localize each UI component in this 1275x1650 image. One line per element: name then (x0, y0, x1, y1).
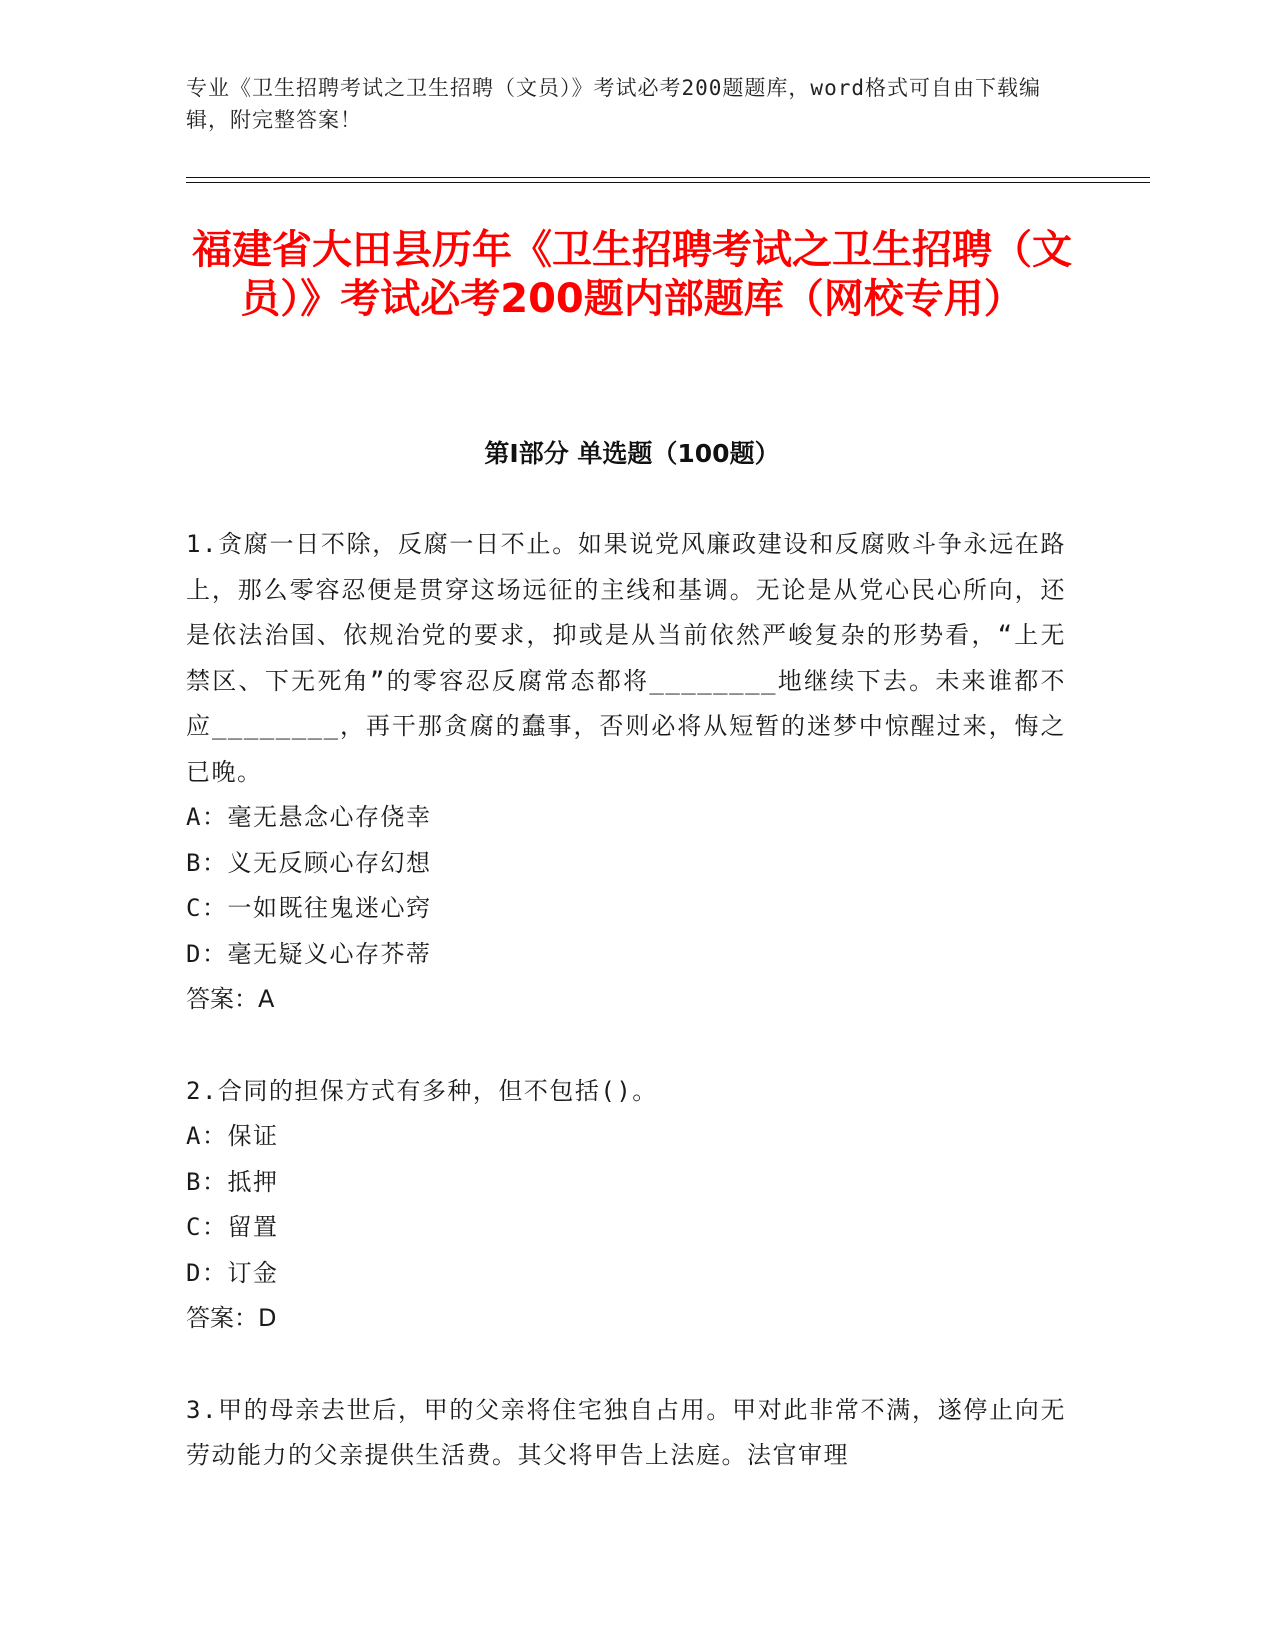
header-divider-top (186, 177, 1150, 178)
question-3 (186, 1388, 1066, 1479)
option-c: C：一如既往鬼迷心窍 (186, 894, 432, 922)
option-c: C：留置 (186, 1213, 279, 1241)
document-title: 福建省大田县历年《卫生招聘考试之卫生招聘（文员）》考试必考200题内部题库（网校专用） (192, 227, 1072, 322)
option-a: A：毫无悬念心存侥幸 (186, 803, 432, 831)
section-title: 第Ⅰ部分 单选题（100题） (484, 439, 780, 468)
question-stem: 3.甲的母亲去世后，甲的父亲将住宅独自占用。甲对此非常不满，遂停止向无劳动能力的父亲提供生活费。其父将甲告上法庭。法官审理 (186, 1395, 1066, 1469)
question-list (186, 522, 1066, 1479)
answer: 答案：D (186, 1304, 277, 1332)
question-stem: 2.合同的担保方式有多种，但不包括()。 (186, 1076, 658, 1105)
option-b: B：抵押 (186, 1167, 279, 1196)
answer: 答案：A (186, 985, 275, 1013)
option-a: A：保证 (186, 1122, 279, 1150)
header-divider-bottom (186, 182, 1150, 183)
header-note: 专业《卫生招聘考试之卫生招聘（文员）》考试必考200题题库，word格式可自由下载编辑，附完整答案！ (186, 76, 1041, 132)
question-stem: 1.贪腐一日不除，反腐一日不止。如果说党风廉政建设和反腐败斗争永远在路上，那么零容忍便是贯穿这场远征的主线和基调。无论是从党心民心所向，还是依法治国、依规治党的要求，抑或是从当前依然严峻复杂的形势看，“上无禁区、下无死角”的零容忍反腐常态都将________地继续下去。未来谁都不应________，再干那贪腐的蠢事，否则必将从短暂的迷梦中惊醒过来，悔之已晚。 (186, 530, 1066, 786)
option-d: D：毫无疑义心存芥蒂 (186, 939, 432, 968)
option-d: D：订金 (186, 1258, 279, 1287)
question-1 (186, 522, 1066, 1023)
question-2 (186, 1069, 1066, 1342)
option-b: B：义无反顾心存幻想 (186, 848, 432, 877)
